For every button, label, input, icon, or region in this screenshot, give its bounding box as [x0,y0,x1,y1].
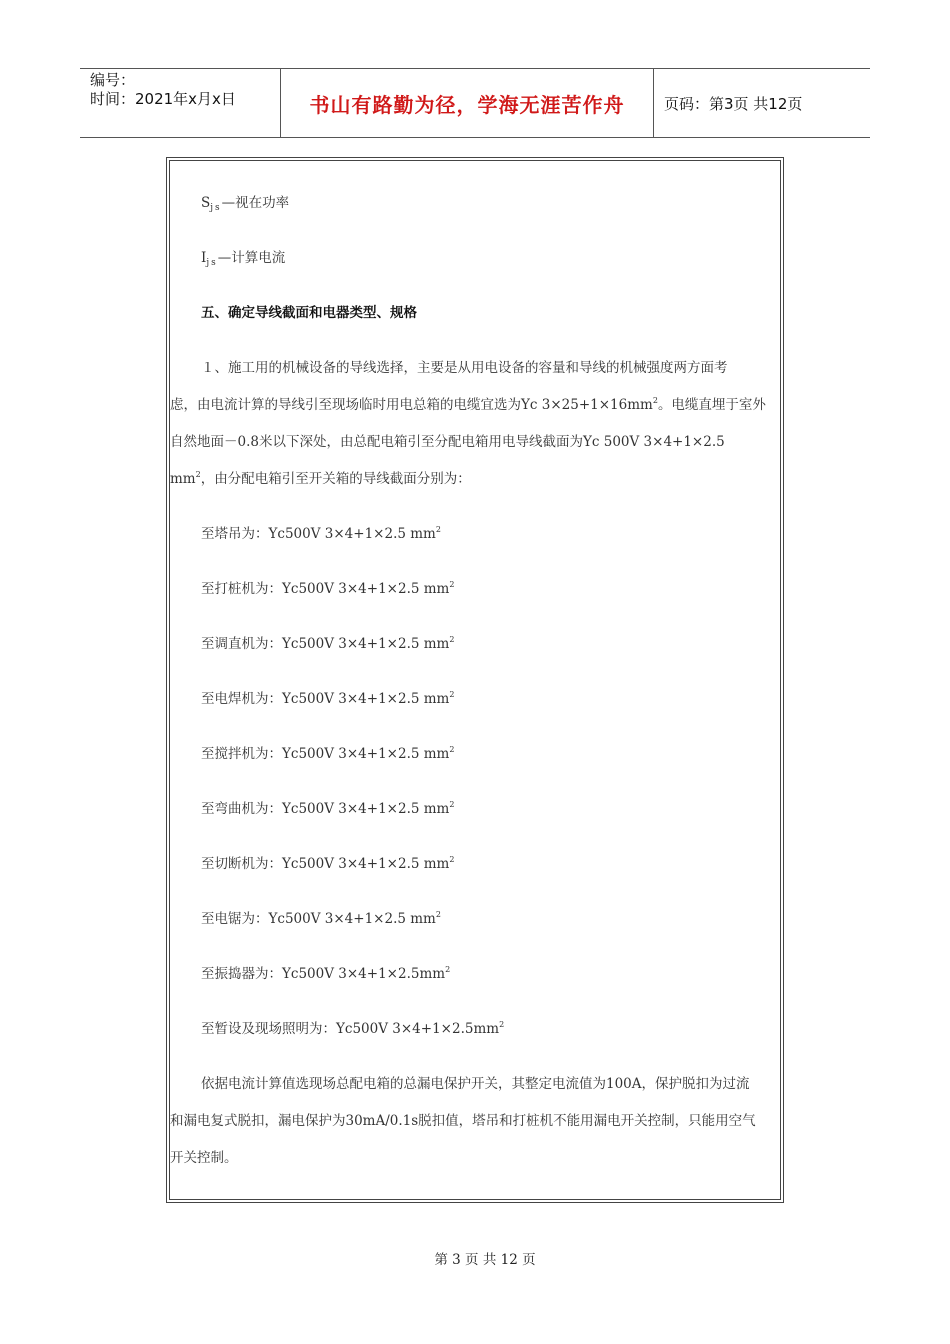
sjs-description: —视在功率 [221,195,290,211]
para1-line-1: １、施工用的机械设备的导线选择，主要是从用电设备的容量和导线的机械强度两方面考 [201,360,728,376]
list-item: 至弯曲机为：Yc500V 3×4+1×2.5 $mm^2$ [201,800,455,817]
page-footer: 第 3 页 共 12 页 [434,1252,536,1268]
list-item: 至搅拌机为：Yc500V 3×4+1×2.5 $mm^2$ [201,745,455,762]
definition-ijs [201,246,285,266]
time-label: 时间：2021年x月x日 [90,90,236,108]
list-item: 至电锯为：Yc500V 3×4+1×2.5 $mm^2$ [201,910,441,927]
content-frame-inner [169,160,781,1200]
document-header [80,68,870,138]
list-item: 至塔吊为：Yc500V 3×4+1×2.5 $mm^2$ [201,525,441,542]
list-item: 至暂设及现场照明为：Yc500V $3\times 4+1\times 2.5mm^2$ [201,1020,505,1037]
para2-line-1: 依据电流计算值选现场总配电箱的总漏电保护开关，其整定电流值为100A，保护脱扣为过流 [201,1076,750,1092]
list-item: 至调直机为：Yc500V 3×4+1×2.5 $mm^2$ [201,635,455,652]
content-frame [166,157,784,1203]
para2-line-2: 和漏电复式脱扣，漏电保护为30mA/0.1s脱扣值，塔吊和打桩机不能用漏电开关控制，只能用空气 [170,1113,756,1129]
header-motto: 书山有路勤为径，学海无涯苦作舟 [281,69,654,137]
ijs-description: —计算电流 [217,250,286,266]
sjs-subscript: js [210,203,222,213]
header-page-info: 页码：第3页 共12页 [664,94,803,113]
ijs-subscript: js [206,258,218,268]
para1-line-3: 自然地面－0.8米以下深处，由总配电箱引至分配电箱用电导线截面为Yc 500V 3×4+1×2.5 [170,434,725,450]
header-meta [80,69,281,137]
list-item: 至打桩机为：Yc500V 3×4+1×2.5 $mm^2$ [201,580,455,597]
definition-sjs [201,191,289,211]
ijs-symbol: I [201,250,207,266]
para1-line-4: $mm^2$，由分配电箱引至开关箱的导线截面分别为： [170,470,471,487]
para2-line-3: 开关控制。 [170,1150,238,1166]
list-item: 至切断机为：Yc500V 3×4+1×2.5 $mm^2$ [201,855,455,872]
list-item: 至电焊机为：Yc500V 3×4+1×2.5 $mm^2$ [201,690,455,707]
section-title: 五、确定导线截面和电器类型、规格 [201,305,417,321]
para1-line-2: 虑，由电流计算的导线引至现场临时用电总箱的电缆宜选为Yc $3\times 25+1\times 16mm^2$。电缆直埋于室外 [170,396,766,413]
sjs-symbol: S [201,195,211,211]
list-item: 至振捣器为：Yc500V $3\times 4+1\times 2.5mm^2$ [201,965,451,982]
code-label: 编号： [90,71,136,89]
